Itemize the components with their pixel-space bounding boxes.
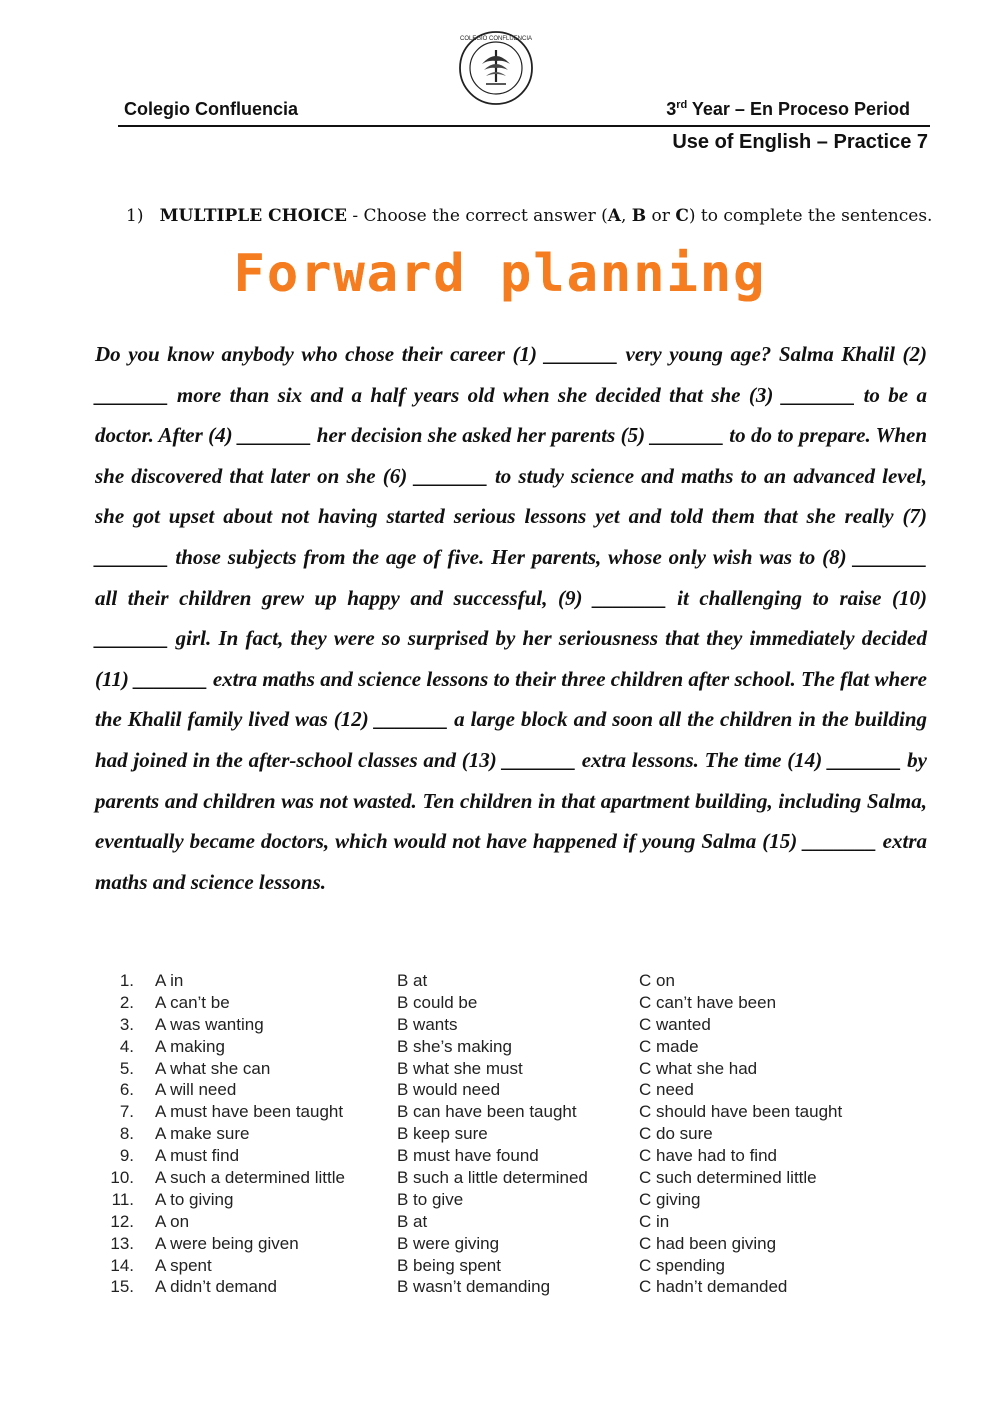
option-a: A on <box>155 1211 190 1231</box>
option-row <box>110 1211 910 1233</box>
year-period: 3rd Year – En Proceso Period <box>666 99 910 119</box>
option-row <box>110 1167 910 1189</box>
option-a: A must have been taught <box>155 1102 344 1122</box>
option-b: B would need <box>397 1080 501 1100</box>
option-c: C need <box>639 1080 694 1100</box>
option-row <box>110 1058 910 1080</box>
option-a: A was wanting <box>155 1014 264 1034</box>
option-row <box>110 1123 910 1145</box>
option-c: C such determined little <box>639 1168 817 1188</box>
school-name: Colegio Confluencia <box>124 99 299 119</box>
option-row <box>110 970 910 992</box>
option-row <box>110 1101 910 1123</box>
option-number: 10. <box>110 1168 134 1188</box>
option-a: A to giving <box>155 1189 234 1209</box>
option-number: 3. <box>119 1014 134 1034</box>
option-number: 1. <box>119 971 134 990</box>
option-number: 15. <box>110 1277 134 1297</box>
option-number: 13. <box>110 1233 134 1253</box>
option-c: C spending <box>639 1255 726 1275</box>
option-number: 6. <box>119 1080 134 1100</box>
option-number: 11. <box>111 1189 134 1209</box>
option-row <box>110 1079 910 1101</box>
option-b: B wants <box>397 1014 458 1034</box>
option-c: C have had to find <box>639 1146 777 1166</box>
option-b: B being spent <box>397 1255 501 1275</box>
option-a: A can’t be <box>155 992 230 1012</box>
option-c: C had been giving <box>639 1233 777 1253</box>
option-c: C wanted <box>639 1014 711 1034</box>
practice-title: Use of English – Practice 7 <box>672 131 928 153</box>
option-c: C should have been taught <box>639 1102 843 1122</box>
option-b: B what she must <box>397 1058 523 1078</box>
option-b: B were giving <box>397 1233 500 1253</box>
option-c: C made <box>639 1036 699 1056</box>
school-logo <box>458 30 534 106</box>
header-divider <box>118 125 930 127</box>
option-b: B she’s making <box>397 1036 512 1056</box>
passage-title-wrap <box>0 244 1000 304</box>
option-row <box>110 1276 910 1298</box>
option-b: B must have found <box>397 1146 539 1166</box>
option-a: A spent <box>155 1255 212 1275</box>
option-c: C do sure <box>639 1124 713 1144</box>
option-number: 5. <box>119 1058 134 1078</box>
option-b: B at <box>397 971 428 990</box>
option-b: B to give <box>397 1189 464 1209</box>
option-c: C on <box>639 971 675 990</box>
options-list <box>110 970 910 1298</box>
option-a: A were being given <box>155 1233 299 1253</box>
option-number: 9. <box>119 1146 134 1166</box>
option-a: A make sure <box>155 1124 250 1144</box>
option-number: 12. <box>110 1211 134 1231</box>
option-row <box>110 1233 910 1255</box>
option-a: A must find <box>155 1146 240 1166</box>
passage-title: Forward planning <box>233 244 767 304</box>
option-number: 8. <box>119 1124 134 1144</box>
logo-text: COLEGIO CONFLUENCIA <box>459 36 533 42</box>
option-b: B at <box>397 1211 428 1231</box>
option-number: 14. <box>110 1255 134 1275</box>
option-row <box>110 992 910 1014</box>
option-row <box>110 1145 910 1167</box>
option-number: 2. <box>119 992 134 1012</box>
option-row <box>110 1189 910 1211</box>
option-c: C giving <box>639 1189 701 1209</box>
option-a: A making <box>155 1036 225 1056</box>
option-b: B keep sure <box>397 1124 488 1144</box>
option-row <box>110 1036 910 1058</box>
option-a: A what she can <box>155 1058 271 1078</box>
instructions: 1) MULTIPLE CHOICE - Choose the correct answer (A, B or C) to complete the sentences. <box>126 206 933 226</box>
option-c: C what she had <box>639 1058 758 1078</box>
option-b: B such a little determined <box>397 1168 588 1188</box>
option-c: C can’t have been <box>639 992 777 1012</box>
option-a: A didn’t demand <box>155 1277 277 1297</box>
option-a: A will need <box>155 1080 237 1100</box>
option-b: B can have been taught <box>397 1102 577 1122</box>
option-a: A in <box>155 971 184 990</box>
option-number: 7. <box>119 1102 134 1122</box>
option-c: C in <box>639 1211 670 1231</box>
passage-text: Do you know anybody who chose their career (1) _______ very young age? Salma Khalil (2) _______ more than six and a half years old when she decided that she (3) _______ to be a doctor. After (4) _______ her decision she asked her parents (5) _______ to do to prepare. When she discovered that later on she (6) _______ to study science and maths to an advanced level, she got upset about not having started serious lessons yet and told them that she really (7) _______ those subjects from the age of five. Her parents, whose only wish was to (8) _______ all their children grew up happy and successful, (9) _______ it challenging to raise (10) _______ girl. In fact, they were so surprised by her seriousness that they immediately decided (11) _______ extra maths and science lessons to their three children after school. The flat where the Khalil family lived was (12) _______ a large block and soon all the children in the building had joined in the after-school classes and (13) _______ extra lessons. The time (14) _______ by parents and children was not wasted. Ten children in that apartment building, including Salma, eventually became doctors, which would not have happened if young Salma (15) _______ extra maths and science lessons. <box>95 342 927 894</box>
option-b: B could be <box>397 992 478 1012</box>
option-number: 4. <box>119 1036 134 1056</box>
option-row <box>110 1255 910 1277</box>
option-c: C hadn’t demanded <box>639 1277 788 1297</box>
option-row <box>110 1014 910 1036</box>
option-a: A such a determined little <box>155 1168 345 1188</box>
option-b: B wasn’t demanding <box>397 1277 551 1297</box>
